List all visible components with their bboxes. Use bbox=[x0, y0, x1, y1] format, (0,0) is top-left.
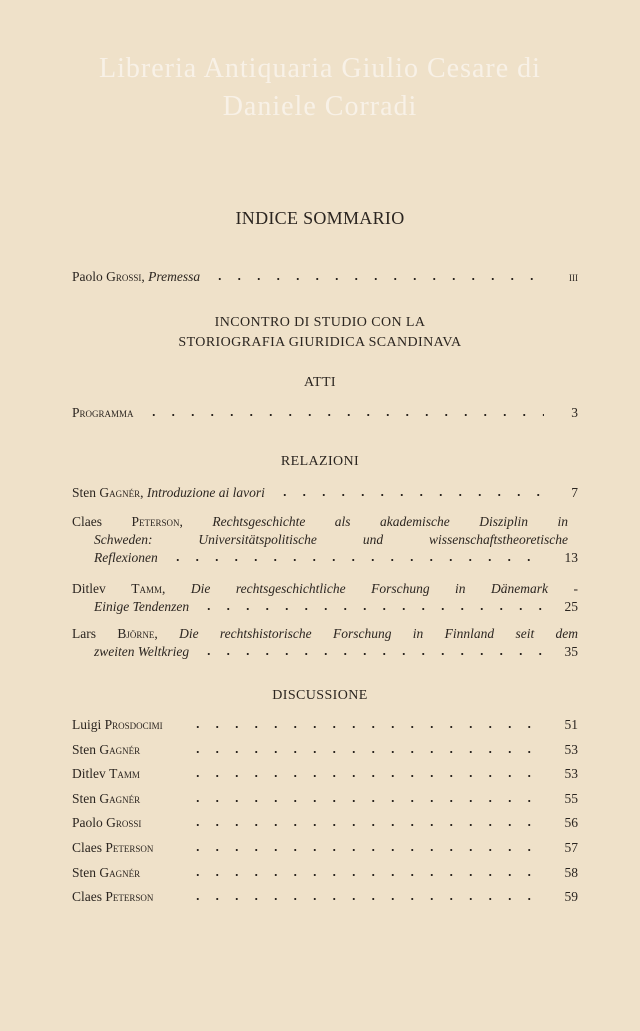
author-first: Sten bbox=[72, 790, 97, 806]
heading-relazioni: RELAZIONI bbox=[280, 454, 360, 469]
toc-entry-discussion bbox=[72, 741, 578, 759]
toc-entry-discussion bbox=[72, 888, 578, 906]
author-last: Tamm bbox=[109, 766, 140, 782]
watermark: Libreria Antiquaria Giulio Cesare di Daniele Corradi bbox=[99, 53, 541, 122]
dot-leader bbox=[168, 558, 544, 562]
page-number: 59 bbox=[564, 889, 578, 905]
section-title-line2: STORIOGRAFIA GIURIDICA SCANDINAVA bbox=[178, 335, 462, 350]
page-title: INDICE SOMMARIO bbox=[235, 208, 405, 228]
author-first: Luigi bbox=[72, 717, 102, 732]
toc-entry-discussion bbox=[72, 790, 578, 808]
author-last: Grossi bbox=[106, 815, 142, 831]
author-first: Sten bbox=[72, 485, 97, 500]
author-first: Claes bbox=[72, 889, 102, 905]
author-first: Lars bbox=[72, 626, 96, 641]
work-title-cont: Reflexionen bbox=[94, 550, 158, 565]
work-title: Die rechtshistorische Forschung in Finnland seit dem bbox=[179, 626, 579, 641]
dot-leader bbox=[188, 799, 544, 803]
author-first: Ditlev bbox=[72, 766, 106, 782]
dot-leader bbox=[199, 607, 544, 611]
dot-leader bbox=[188, 897, 544, 901]
toc-entry-premessa: Paolo Grossi, Premessa iii bbox=[72, 269, 578, 284]
work-title: Rechtsgeschichte als akademische Disziplin in bbox=[212, 514, 568, 529]
dot-leader bbox=[188, 725, 544, 729]
entry-label: Programma bbox=[72, 405, 134, 420]
dot-leader bbox=[199, 652, 544, 656]
author-last: Gagnér bbox=[99, 864, 141, 880]
author-last: Peterson bbox=[105, 840, 154, 855]
work-title: Die rechtsgeschichtliche Forschung in Dänemark - bbox=[190, 581, 579, 596]
author-last: Grossi bbox=[106, 269, 142, 284]
page-number: 57 bbox=[564, 840, 578, 855]
page-number: 3 bbox=[571, 405, 578, 420]
author-first: Sten bbox=[72, 741, 97, 757]
page-number: 13 bbox=[564, 550, 578, 565]
page-number: 56 bbox=[564, 815, 578, 831]
author-last: Peterson bbox=[105, 889, 154, 905]
toc-entry-bjorne: Lars Björne, Die rechtshistorische Forschung in Finnland seit dem zweiten Weltkrieg 35 bbox=[72, 626, 579, 659]
toc-entry-discussion bbox=[72, 839, 578, 857]
author-last: Gagnér bbox=[99, 741, 141, 757]
toc-entry-programma bbox=[72, 404, 578, 422]
author-first: Paolo bbox=[72, 269, 103, 284]
page-number: 58 bbox=[564, 864, 578, 880]
author-last: Björne bbox=[117, 626, 155, 641]
page-number: 53 bbox=[564, 766, 578, 782]
dot-leader bbox=[188, 823, 544, 827]
work-title: Introduzione ai lavori bbox=[146, 485, 265, 500]
dot-leader bbox=[188, 774, 544, 778]
dot-leader bbox=[188, 848, 544, 852]
page-number: 53 bbox=[564, 741, 578, 757]
author-first: Ditlev bbox=[72, 581, 106, 596]
page-number: 25 bbox=[564, 599, 578, 614]
work-title-cont: Schweden: Universitätspolitische und wissenschaftstheoretische bbox=[94, 532, 568, 547]
page-number: 7 bbox=[571, 485, 578, 500]
toc-entry-gagner: Sten Gagnér, Introduzione ai lavori 7 bbox=[72, 485, 578, 500]
work-title-cont: Einige Tendenzen bbox=[94, 599, 190, 614]
page-number: iii bbox=[569, 269, 578, 284]
toc-entry-peterson: Claes Peterson, Rechtsgeschichte als akademische Disziplin in Schweden: Universitätspolitische und wissenschaftstheoretische Reflexionen 13 bbox=[72, 514, 578, 565]
dot-leader bbox=[210, 277, 544, 281]
work-title: Premessa bbox=[148, 269, 201, 284]
author-first: Sten bbox=[72, 864, 97, 880]
dot-leader bbox=[188, 750, 544, 754]
author-last: Gagnér bbox=[99, 790, 141, 806]
page-number: 55 bbox=[564, 790, 578, 806]
toc-entry-discussion bbox=[72, 765, 578, 783]
heading-atti: ATTI bbox=[304, 375, 336, 390]
author-first: Claes bbox=[72, 514, 102, 529]
section-title-line1: INCONTRO DI STUDIO CON LA bbox=[214, 315, 426, 330]
heading-discussione: DISCUSSIONE bbox=[272, 688, 368, 703]
toc-entry-discussion bbox=[72, 864, 578, 882]
work-title-cont: zweiten Weltkrieg bbox=[94, 644, 190, 659]
dot-leader bbox=[275, 493, 544, 497]
author-last: Tamm bbox=[131, 581, 163, 596]
author-first: Claes bbox=[72, 840, 102, 855]
toc-entry-discussion bbox=[72, 814, 578, 832]
author-first: Paolo bbox=[72, 815, 103, 831]
page-number: 35 bbox=[564, 644, 578, 659]
author-last: Peterson bbox=[131, 514, 180, 529]
author-last: Gagnér bbox=[99, 485, 141, 500]
author-last: Prosdocimi bbox=[104, 717, 163, 732]
toc-entry-tamm: Ditlev Tamm, Die rechtsgeschichtliche Forschung in Dänemark - Einige Tendenzen 25 bbox=[72, 581, 579, 614]
dot-leader bbox=[188, 873, 544, 877]
dot-leader bbox=[144, 413, 544, 417]
page-number: 51 bbox=[564, 717, 578, 732]
toc-entry-discussion bbox=[72, 716, 578, 734]
